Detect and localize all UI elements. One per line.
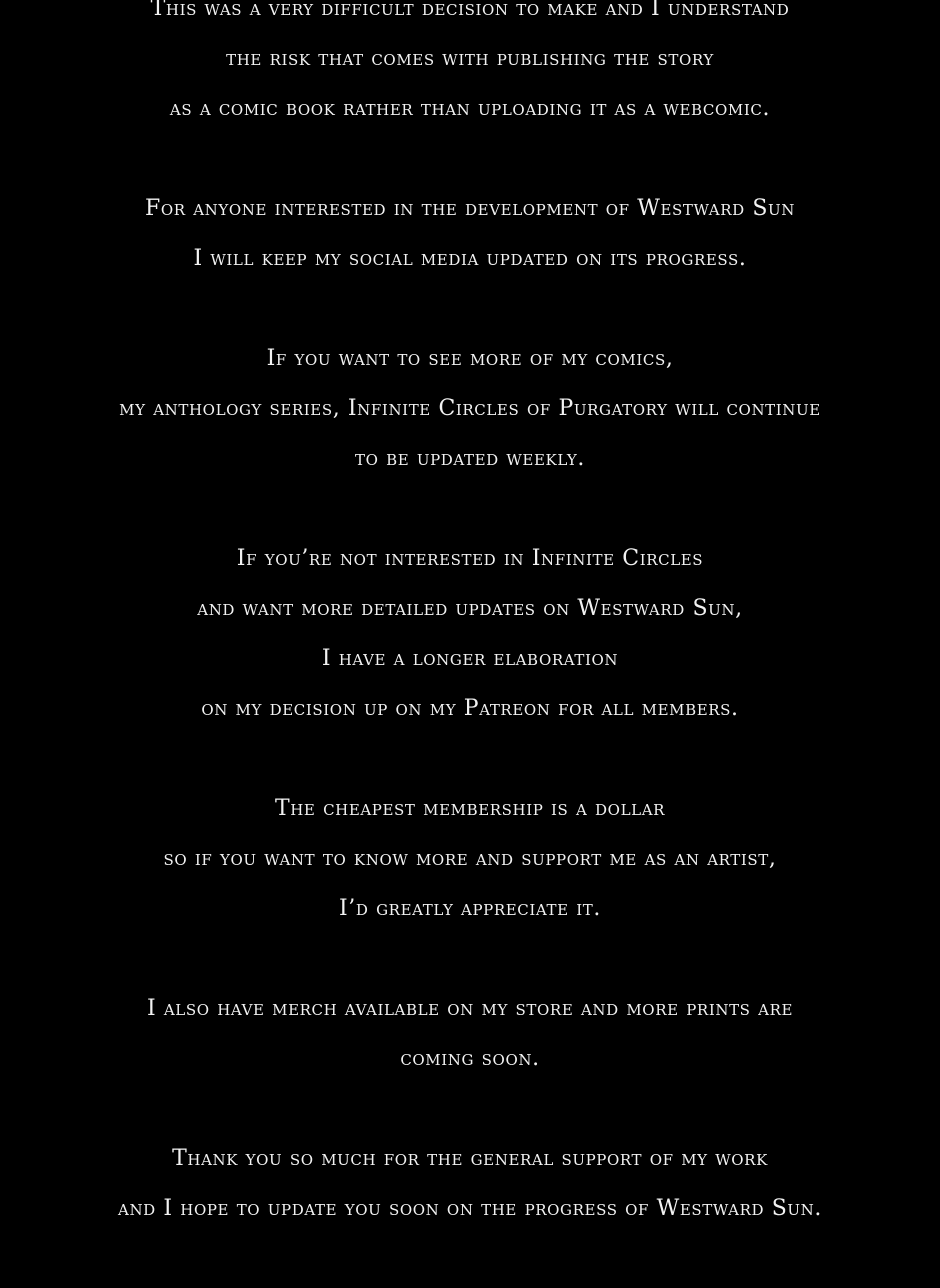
paragraph-3-line-1: If you want to see more of my comics,: [266, 346, 674, 371]
paragraph-3-line-3: to be updated weekly.: [354, 446, 586, 471]
paragraph-4-line-4: on my decision up on my Patreon for all members.: [201, 696, 739, 721]
paragraph-1-line-3: as a comic book rather than uploading it as a webcomic.: [169, 96, 771, 121]
paragraph-2-line-1: For anyone interested in the development of Westward Sun: [145, 196, 795, 221]
paragraph-4-line-1: If you’re not interested in Infinite Circles: [236, 546, 704, 571]
paragraph-6-line-2: coming soon.: [400, 1046, 540, 1071]
paragraph-5-line-1: The cheapest membership is a dollar: [274, 796, 666, 821]
paragraph-7-line-1: Thank you so much for the general support of my work: [172, 1146, 768, 1171]
paragraph-6-line-1: I also have merch available on my store and more prints are: [146, 996, 794, 1021]
paragraph-3-line-2: my anthology series, Infinite Circles of Purgatory will continue: [119, 396, 821, 421]
paragraph-7-line-2: and I hope to update you soon on the progress of Westward Sun.: [118, 1196, 822, 1221]
paragraph-5-line-3: I’d greatly appreciate it.: [339, 896, 601, 921]
paragraph-4-line-3: I have a longer elaboration: [321, 646, 619, 671]
paragraph-5-line-2: so if you want to know more and support me as an artist,: [163, 846, 777, 871]
paragraph-4-line-2: and want more detailed updates on Westward Sun,: [197, 596, 743, 621]
paragraph-2-line-2: I will keep my social media updated on its progress.: [193, 246, 747, 271]
paragraph-1-line-2: the risk that comes with publishing the story: [226, 46, 714, 71]
paragraph-1-line-1: This was a very difficult decision to make and I understand: [150, 0, 790, 21]
